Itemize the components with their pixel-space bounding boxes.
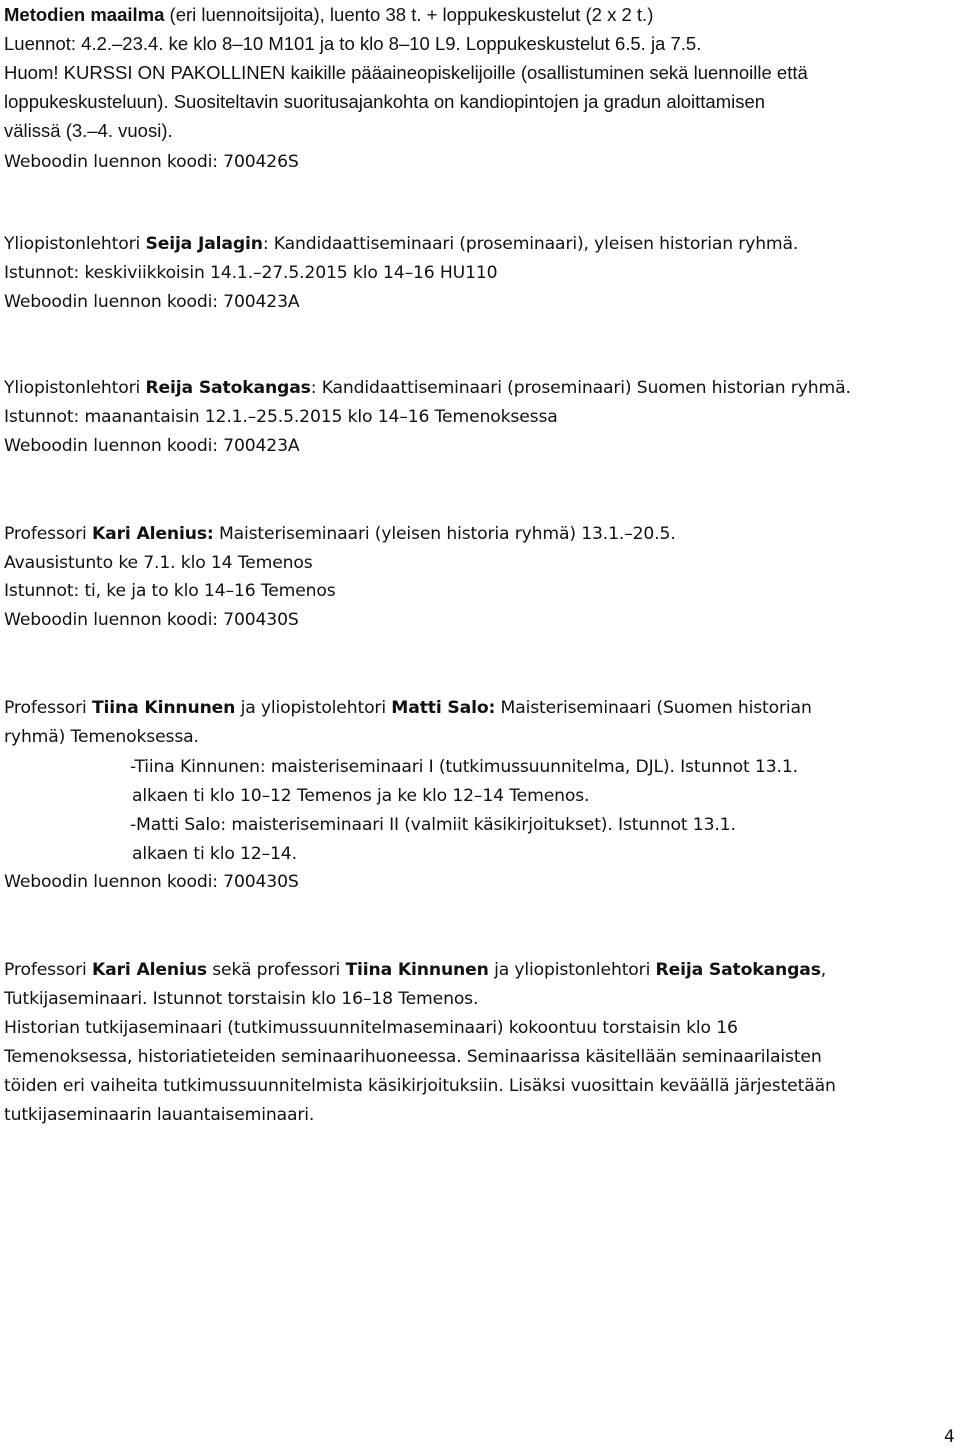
jalagin-sessions: Istunnot: keskiviikkoisin 14.1.–27.5.2015 klo 14–16 HU110 <box>4 263 498 283</box>
kinnunen-salo-course: Maisteriseminaari (Suomen historian <box>495 698 812 718</box>
satokangas-code: Weboodin luennon koodi: 700423A <box>4 436 300 456</box>
alenius-teacher: Kari Alenius: <box>91 524 214 544</box>
satokangas-sessions: Istunnot: maanantaisin 12.1.–25.5.2015 klo 14–16 Temenoksessa <box>4 407 558 427</box>
kinnunen-salo-connector: ja yliopistolehtori <box>235 698 392 718</box>
research-seminar-line-2: Tutkijaseminaari. Istunnot torstaisin klo 16–18 Temenos. <box>4 989 479 1009</box>
kinnunen-salo-line-2: ryhmä) Temenoksessa. <box>4 727 199 747</box>
alenius-code: Weboodin luennon koodi: 700430S <box>4 610 299 630</box>
research-prefix: Professori <box>4 960 92 980</box>
research-seminar-line-6: tutkijaseminaarin lauantaiseminaari. <box>4 1105 315 1125</box>
salo-item-line-2: alkaen ti klo 12–14. <box>132 844 297 864</box>
jalagin-title-prefix: Yliopistonlehtori <box>4 234 146 254</box>
course-title: Metodien maailma <box>4 4 165 25</box>
salo-teacher: Matti Salo: <box>391 698 496 718</box>
salo-item-line-1: -Matti Salo: maisteriseminaari II (valmiit käsikirjoitukset). Istunnot 13.1. <box>130 815 736 835</box>
kinnunen-item-line-2: alkaen ti klo 10–12 Temenos ja ke klo 12–14 Temenos. <box>132 786 590 806</box>
course-lectures: Luennot: 4.2.–23.4. ke klo 8–10 M101 ja to klo 8–10 L9. Loppukeskustelut 6.5. ja 7.5. <box>4 33 702 54</box>
satokangas-title-prefix: Yliopistonlehtori <box>4 378 146 398</box>
alenius-title-prefix: Professori <box>4 524 92 544</box>
course-note-line-2: loppukeskusteluun). Suositeltavin suoritusajankohta on kandiopintojen ja gradun aloittamisen <box>4 91 766 112</box>
research-seminar-line-3: Historian tutkijaseminaari (tutkimussuunnitelmaseminaari) kokoontuu torstaisin klo 16 <box>4 1018 738 1038</box>
research-seminar-heading <box>4 956 826 985</box>
research-connector-1: sekä professori <box>206 960 346 980</box>
kinnunen-salo-code: Weboodin luennon koodi: 700430S <box>4 872 299 892</box>
research-teacher-kinnunen: Tiina Kinnunen <box>345 960 489 980</box>
kinnunen-teacher: Tiina Kinnunen <box>91 698 236 718</box>
satokangas-heading <box>4 374 851 403</box>
jalagin-course: : Kandidaattiseminaari (proseminaari), yleisen historian ryhmä. <box>262 234 799 254</box>
research-teacher-satokangas: Reija Satokangas <box>655 960 821 980</box>
kinnunen-item-line-1: -Tiina Kinnunen: maisteriseminaari I (tutkimussuunnitelma, DJL). Istunnot 13.1. <box>130 757 798 777</box>
alenius-course: Maisteriseminaari (yleisen historia ryhmä) 13.1.–20.5. <box>213 524 676 544</box>
research-seminar-line-5: töiden eri vaiheita tutkimussuunnitelmista käsikirjoituksiin. Lisäksi vuosittain keväällä järjestetään <box>4 1076 836 1096</box>
course-note-line-1: Huom! KURSSI ON PAKOLLINEN kaikille pääaineopiskelijoille (osallistuminen sekä luennoille että <box>4 62 808 83</box>
research-teacher-alenius: Kari Alenius <box>91 960 207 980</box>
research-connector-2: ja yliopistonlehtori <box>488 960 656 980</box>
kinnunen-salo-prefix: Professori <box>4 698 92 718</box>
research-seminar-line-4: Temenoksessa, historiatieteiden seminaarihuoneessa. Seminaarissa käsitellään seminaarilaisten <box>4 1047 822 1067</box>
alenius-heading <box>4 520 676 549</box>
course-code: Weboodin luennon koodi: 700426S <box>4 152 299 172</box>
jalagin-heading <box>4 230 798 259</box>
page-number: 4 <box>944 1427 955 1447</box>
alenius-opening: Avausistunto ke 7.1. klo 14 Temenos <box>4 553 313 573</box>
course-note-line-3: välissä (3.–4. vuosi). <box>4 120 173 141</box>
satokangas-course: : Kandidaattiseminaari (proseminaari) Suomen historian ryhmä. <box>310 378 851 398</box>
course-title-line <box>4 0 653 29</box>
research-heading-end: , <box>820 960 827 980</box>
kinnunen-salo-heading <box>4 694 812 723</box>
course-title-details: (eri luennoitsijoita), luento 38 t. + loppukeskustelut (2 x 2 t.) <box>164 4 654 25</box>
alenius-sessions: Istunnot: ti, ke ja to klo 14–16 Temenos <box>4 581 336 601</box>
jalagin-code: Weboodin luennon koodi: 700423A <box>4 292 300 312</box>
satokangas-teacher: Reija Satokangas <box>145 378 311 398</box>
jalagin-teacher: Seija Jalagin <box>145 234 263 254</box>
